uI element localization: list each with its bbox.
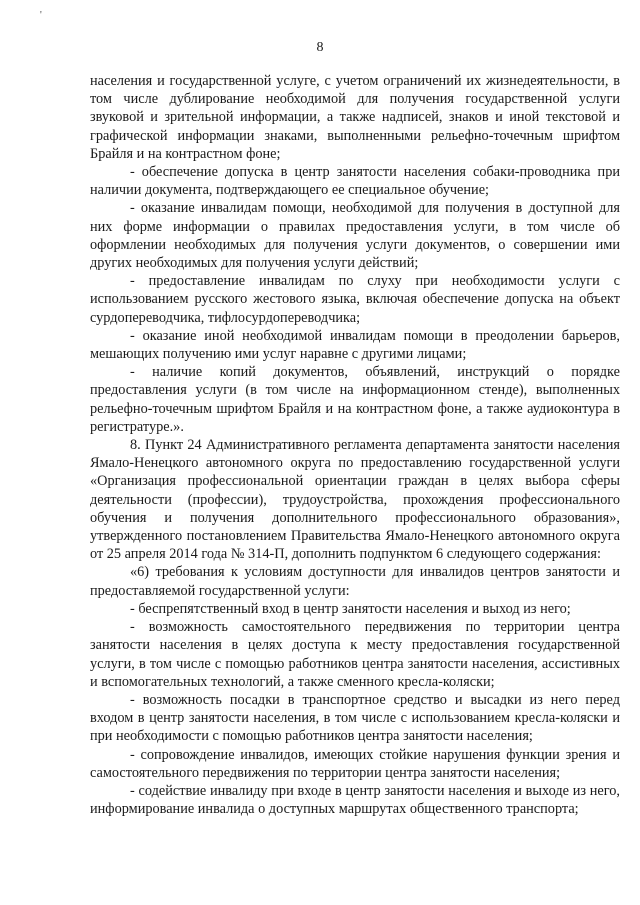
- paragraph-assistance-info: - оказание инвалидам помощи, необходимой для получения в доступной для них форме информации о правилах предоставления услуги, в том числе об оформлении необходимых для получения услуги документов, о совершении ими других необходимых для получения услуги действий;: [90, 200, 620, 272]
- paragraph-transport-boarding: - возможность посадки в транспортное средство и высадки из него перед входом в центр занятости населения, в том числе с использованием кресла-коляски и при необходимости с помощью работников центра занятости населения;: [90, 691, 620, 745]
- paragraph-escort: - сопровождение инвалидов, имеющих стойкие нарушения функции зрения и самостоятельного передвижения по территории центра занятости населения;: [90, 746, 620, 781]
- paragraph-braille-copies: - наличие копий документов, объявлений, инструкций о порядке предоставления услуги (в том числе на информационном стенде), выполненных рельефно-точечным шрифтом Брайля и на контрастном фоне, а также аудиоконтура в регистратуре.».: [90, 364, 620, 435]
- paragraph-other-help: - оказание иной необходимой инвалидам помощи в преодолении барьеров, мешающих получению ими услуг наравне с другими лицами;: [90, 327, 620, 363]
- paragraph-item-8: 8. Пункт 24 Административного регламента департамента занятости населения Ямало-Ненецкого автономного округа по предоставлению государственной услуги «Организация профессиональной ориентации граждан в целях выбора сферы деятельности (профессии), трудоустройства, прохождения профессионального обучения и получения дополнительного профессионального образования», утвержденного постановлением Правительства Ямало-Ненецкого автономного округа от 25 апреля 2014 года № 314-П, дополнить подпунктом 6 следующего содержания:: [90, 437, 620, 563]
- page-number: 8: [316, 40, 324, 55]
- paragraph-free-entry: - беспрепятственный вход в центр занятости населения и выход из него;: [130, 600, 571, 617]
- paragraph-subitem-6: «6) требования к условиям доступности для инвалидов центров занятости и предоставляемой государственной услуги:: [90, 564, 620, 599]
- document-body: [90, 72, 620, 818]
- corner-mark: ': [40, 10, 42, 21]
- paragraph-independent-movement: - возможность самостоятельного передвижения по территории центра занятости населения в целях доступа к месту предоставления государственной услуги, в том числе с помощью работников центра занятости населения, ассистивных и вспомогательных технологий, а также сменного кресла-коляски;: [90, 619, 620, 690]
- paragraph-sign-language: - предоставление инвалидам по слуху при необходимости услуги с использованием русского жестового языка, включая обеспечение допуска на объект сурдопереводчика, тифлосурдопереводчика;: [90, 273, 620, 326]
- paragraph-continuation: населения и государственной услуге, с учетом ограничений их жизнедеятельности, в том числе дублирование необходимой для получения государственной услуги звуковой и зрительной информации, а также надписей, знаков и иной текстовой и графической информации знаками, выполненными рельефно-точечным шрифтом Брайля и на контрастном фоне;: [90, 73, 620, 162]
- paragraph-guide-dog: - обеспечение допуска в центр занятости населения собаки-проводника при наличии документа, подтверждающего ее специальное обучение;: [90, 164, 620, 199]
- paragraph-entry-assistance: - содействие инвалиду при входе в центр занятости населения и выходе из него, информирование инвалида о доступных маршрутах общественного транспорта;: [90, 782, 620, 818]
